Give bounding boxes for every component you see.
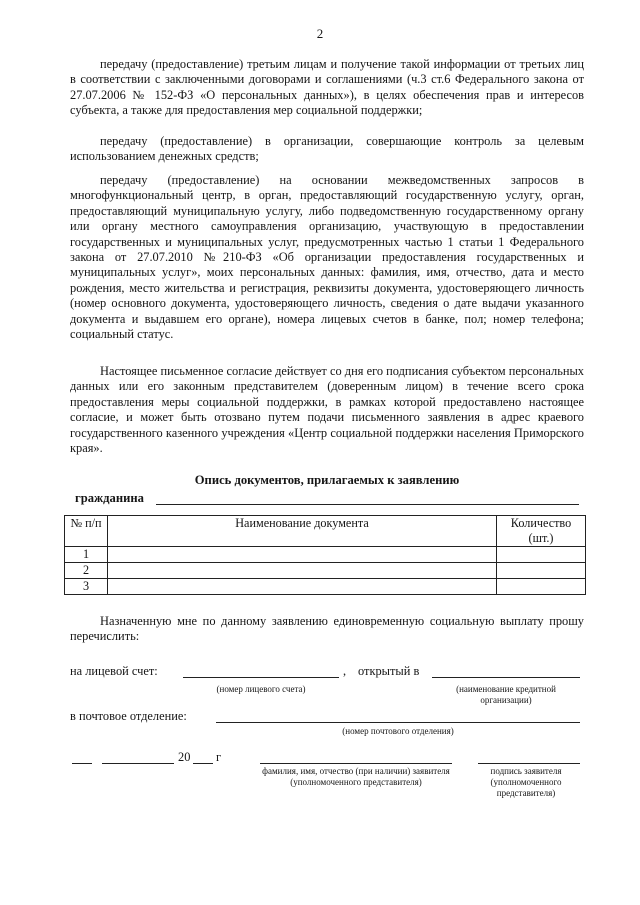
consent-paragraph-third-parties: передачу (предоставление) третьим лицам и получение такой информации от третьих лиц в соответствии с заключенными договорами и соглашениями (ч.3 ст.6 Федерального закона от 27.07.2006 № 152-ФЗ «О персональных данных»), в целях обеспечения прав и интересов субъекта, а также для предоставления мер социальной поддержки; <box>70 57 584 118</box>
column-header-document: Наименование документа <box>108 516 497 547</box>
consent-paragraph-control-orgs: передачу (предоставление) в организации, совершающие контроль за целевым использованием денежных средств; <box>70 134 584 164</box>
bank-name-caption: (наименование кредитной организации) <box>456 684 556 705</box>
table-row <box>65 547 586 563</box>
consent-paragraph-interagency: передачу (предоставление) на основании межведомственных запросов в многофункциональный центр, в орган, предоставляющий государственную услугу, орган, предоставляющий муниципальную услугу, либо подведомственную государственному органу или органу местного самоуправления организацию, участвующую в предоставлении государственных и муниципальных услуг, предусмотренных частью 1 статьи 1 Федерального закона от 27.07.2010 №210-ФЗ «Об организации предоставления государственных и муниципальных услуг», моих персональных данных: фамилия, имя, отчество, дата и место рождения, место жительства и регистрация, реквизиты документа, удостоверяющего личность (номер основного документа, удостоверяющего личность, сведения о дате выдачи указанного документа и выдавшем его органе), номера лицевых счетов в банке, пол; номер телефона; социальный статус. <box>70 173 584 342</box>
date-month-field[interactable] <box>102 763 174 764</box>
quantity-cell[interactable] <box>497 547 586 563</box>
year-prefix: 20 <box>178 750 191 764</box>
column-header-quantity: Количество (шт.) <box>497 516 586 547</box>
document-name-cell[interactable] <box>108 579 497 595</box>
applicant-name-field[interactable] <box>260 763 452 764</box>
signature-field[interactable] <box>478 763 580 764</box>
citizen-label: гражданина <box>75 491 144 505</box>
post-office-caption: (номер почтового отделения) <box>342 726 454 736</box>
account-label: на лицевой счет: <box>70 664 158 678</box>
table-row <box>65 579 586 595</box>
date-year-field[interactable] <box>193 763 213 764</box>
table-row <box>65 563 586 579</box>
bank-opened-label: открытый в <box>358 664 420 678</box>
document-name-cell[interactable] <box>108 547 497 563</box>
account-number-field[interactable] <box>183 677 339 678</box>
date-day-field[interactable] <box>72 763 92 764</box>
inventory-heading: Опись документов, прилагаемых к заявлению <box>194 473 460 487</box>
consent-paragraph-validity: Настоящее письменное согласие действует со дня его подписания субъектом персональных данных или его законным представителем (доверенным лицом) в течение всего срока предоставления меры социальной поддержки, в рамках которой предоставлено настоящее согласие, и может быть отозвано путем подачи письменного заявления в адрес краевого государственного казенного учреждения «Центр социальной поддержки населения Приморского края». <box>70 364 584 456</box>
citizen-name-line[interactable] <box>156 504 579 505</box>
row-number: 3 <box>65 579 108 595</box>
row-number: 1 <box>65 547 108 563</box>
row-number: 2 <box>65 563 108 579</box>
year-mark: г <box>216 750 222 764</box>
documents-table <box>64 515 586 595</box>
column-header-number: № п/п <box>65 516 108 547</box>
document-name-cell[interactable] <box>108 563 497 579</box>
page-number: 2 <box>316 26 324 41</box>
post-office-field[interactable] <box>216 722 580 723</box>
account-number-caption: (номер лицевого счета) <box>216 684 306 694</box>
applicant-name-caption: фамилия, имя, отчество (при наличии) заявителя (уполномоченного представителя) <box>262 766 450 787</box>
payment-request-paragraph: Назначенную мне по данному заявлению единовременную социальную выплату прошу перечислить: <box>70 614 584 644</box>
quantity-cell[interactable] <box>497 579 586 595</box>
bank-name-field[interactable] <box>432 677 580 678</box>
quantity-cell[interactable] <box>497 563 586 579</box>
signature-caption: подпись заявителя (уполномоченного представителя) <box>490 766 562 798</box>
table-header-row <box>65 516 586 547</box>
post-office-label: в почтовое отделение: <box>70 709 187 723</box>
